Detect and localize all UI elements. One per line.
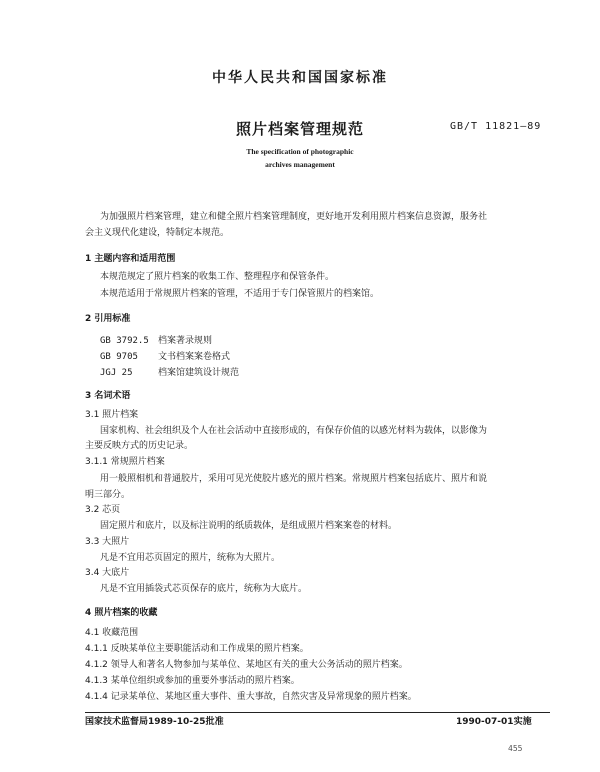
reference-name: 档案馆建筑设计规范 (158, 368, 240, 378)
english-title-line-2: archives management (265, 160, 335, 169)
english-title-line-1: The specification of photographic (246, 147, 354, 156)
term-3-2-text: 固定照片和底片，以及标注说明的纸质载体，是组成照片档案案卷的材料。 (100, 521, 398, 531)
section-1-para-2: 本规范适用于常规照片档案的管理，不适用于专门保管照片的档案馆。 (100, 289, 380, 299)
term-3-3-heading: 3.3 大照片 (85, 537, 130, 547)
reference-code: JGJ 25 (100, 368, 133, 378)
term-3-1-1-heading: 3.1.1 常规照片档案 (85, 457, 165, 467)
intro-line-1: 为加强照片档案管理，建立和健全照片档案管理制度，更好地开发利用照片档案信息资源，服务社 (100, 212, 488, 222)
term-3-2-heading: 3.2 芯页 (85, 505, 121, 515)
clause-item: 4.1.3 某单位组织或参加的重要外事活动的照片档案。 (85, 676, 300, 686)
standard-header: 中华人民共和国国家标准 (212, 70, 388, 86)
reference-code: GB 3792.5 (100, 336, 149, 346)
reference-item (100, 333, 212, 346)
intro-line-2: 会主义现代化建设，特制定本规范。 (85, 228, 230, 238)
clause-item: 4.1.1 反映某单位主要职能活动和工作成果的照片档案。 (85, 644, 309, 654)
section-3-heading: 3 名词术语 (85, 391, 131, 401)
approval-note: 国家技术监督局1989-10-25批准 (85, 717, 224, 727)
term-3-4-heading: 3.4 大底片 (85, 568, 130, 578)
reference-code: GB 9705 (100, 352, 138, 362)
term-3-3-text: 凡是不宜用芯页固定的照片，统称为大照片。 (100, 553, 281, 563)
reference-name: 档案著录规则 (158, 336, 213, 346)
effective-date: 1990-07-01实施 (456, 717, 532, 727)
clause-item: 4.1.2 领导人和著名人物参加与某单位、某地区有关的重大公务活动的照片档案。 (85, 660, 408, 670)
term-3-1-line-2: 主要反映方式的历史记录。 (85, 441, 194, 451)
section-2-heading: 2 引用标准 (85, 314, 131, 324)
section-1-heading: 1 主题内容和适用范围 (85, 254, 176, 264)
page-number: 455 (508, 744, 523, 753)
footer-divider (85, 712, 550, 713)
reference-name: 文书档案案卷格式 (158, 352, 231, 362)
reference-item (100, 349, 230, 362)
term-3-1-heading: 3.1 照片档案 (85, 410, 139, 420)
term-3-1-1-line-2: 明三部分。 (85, 490, 131, 500)
term-3-1-line-1: 国家机构、社会组织及个人在社会活动中直接形成的，有保存价值的以感光材料为载体，以影像为 (100, 426, 488, 436)
clause-4-1-heading: 4.1 收藏范围 (85, 628, 139, 638)
standard-code: GB/T 11821—89 (450, 121, 542, 132)
term-3-4-text: 凡是不宜用插袋式芯页保存的底片，统称为大底片。 (100, 584, 308, 594)
reference-item (100, 365, 239, 378)
clause-item: 4.1.4 记录某单位、某地区重大事件、重大事故，自然灾害及异常现象的照片档案。 (85, 692, 417, 702)
term-3-1-1-line-1: 用一般照相机和普通胶片，采用可见光使胶片感光的照片档案。常规照片档案包括底片、照片和说 (100, 474, 488, 484)
section-1-para-1: 本规范规定了照片档案的收集工作、整理程序和保管条件。 (100, 272, 335, 282)
section-4-heading: 4 照片档案的收藏 (85, 608, 158, 618)
document-title: 照片档案管理规范 (235, 120, 364, 138)
